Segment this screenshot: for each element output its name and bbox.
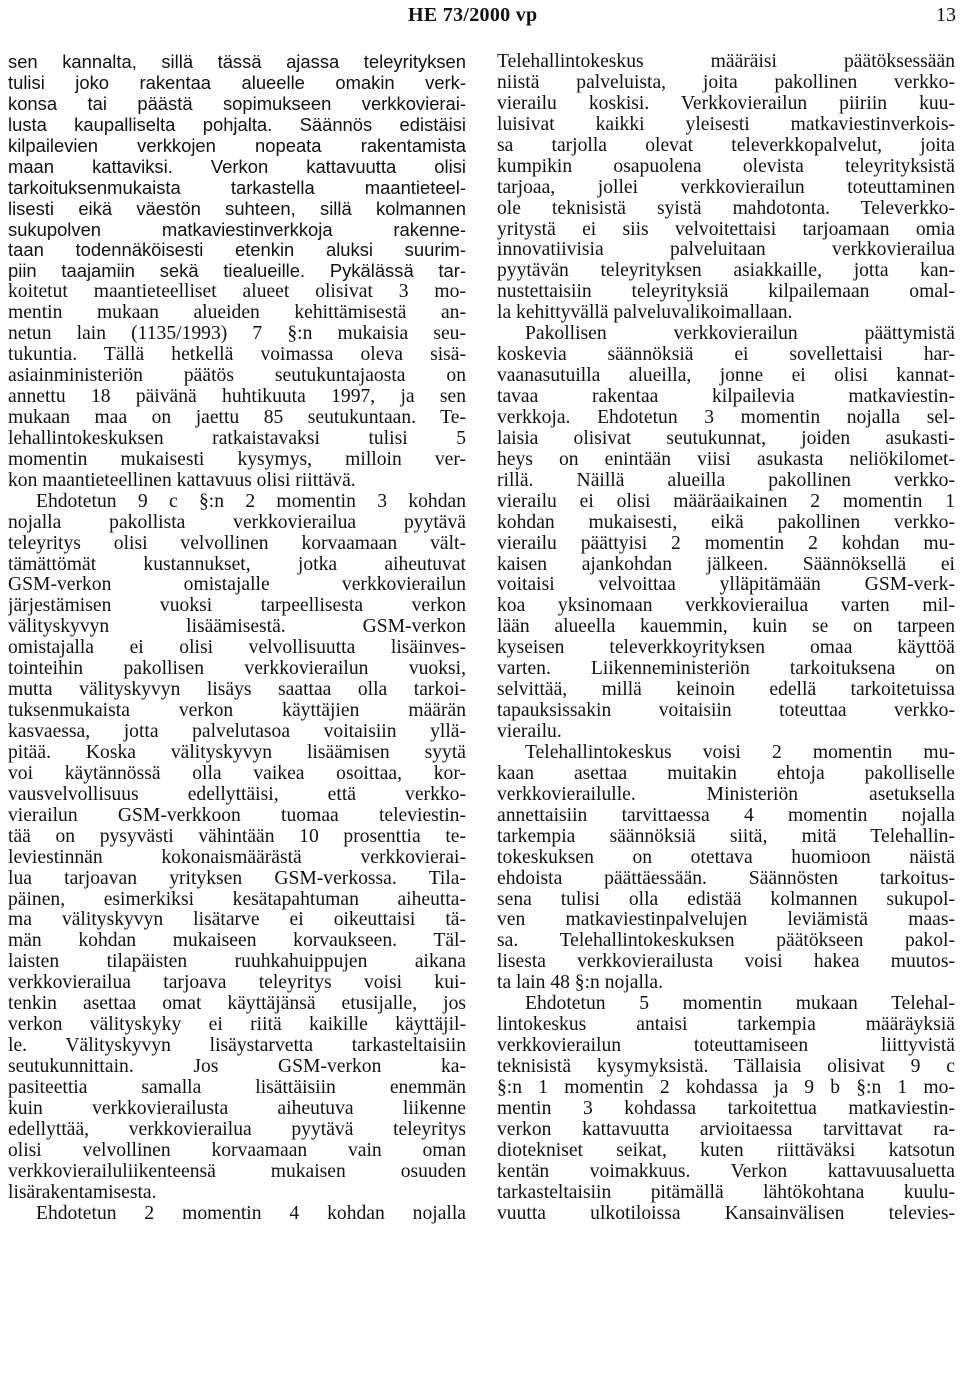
text-line: verkkovierailuliikenteensä mukaisen osuuden [8, 1161, 466, 1182]
text-line: voi käytännössä olla vaikea osoittaa, kor- [8, 763, 466, 784]
text-line: §:n 1 momentin 2 kohdassa ja 9 b §:n 1 mo- [497, 1077, 955, 1098]
text-line: vierailu. [497, 722, 562, 742]
text-line: Ehdotetun 9 c §:n 2 momentin 3 kohdan [36, 491, 466, 512]
text-line: leviestinnän kokonaismäärästä verkkovierai- [8, 847, 466, 868]
text-line: sena tulisi olla edistää kolmannen sukupol- [497, 889, 955, 910]
text-line: verkon kattavuutta arvioitaessa tarvittavat ra- [497, 1119, 955, 1140]
text-line: Ehdotetun 5 momentin mukaan Telehal- [525, 994, 955, 1015]
text-line: nustettaisiin teleyrityksiä kilpailemaan omal- [497, 282, 955, 303]
text-line: lua tarjoavan yrityksen GSM-verkossa. Tila- [8, 868, 466, 889]
text-line: verkkoja. Ehdotetun 3 momentin nojalla sel- [497, 407, 955, 428]
text-line: omistajalla ei olisi velvollisuutta lisäinves- [8, 638, 466, 659]
text-line: sa tarjolla olevat televerkkopalvelut, joita [497, 135, 955, 156]
text-line: teleyritys olisi velvollinen korvaamaan vält- [8, 533, 466, 554]
text-line: seutukunnittain. Jos GSM-verkon ka- [8, 1057, 466, 1077]
text-line: mutta välityskyvyn lisäys saattaa olla tarkoi- [8, 680, 466, 701]
text-line: sa. Telehallintokeskuksen päätökseen pakol- [497, 931, 955, 952]
text-line: ta lain 48 §:n nojalla. [497, 973, 663, 994]
text-line: lisesta verkkovierailusta voisi hakea muutos- [497, 952, 955, 973]
text-line: niistä palveluista, joita pakollinen verkko- [497, 72, 955, 93]
text-line: rillä. Näillä alueilla pakollinen verkko- [497, 470, 955, 491]
text-line: verkkovierailulle. Ministeriön asetuksella [497, 784, 955, 805]
text-line: koitetut maantieteelliset alueet olisivat 3 mo- [8, 282, 466, 303]
text-line: kohdan mukaisesti, eikä pakollinen verkko- [497, 512, 955, 533]
text-line: lisesti eikä väestön suhteen, sillä kolmannen [8, 198, 466, 219]
text-line: lusta kaupalliselta pohjalta. Säännös edistäisi [8, 114, 466, 135]
text-line: kon maantieteellinen kattavuus olisi riittävä. [8, 470, 356, 491]
text-line: Telehallintokeskus määräisi päätöksessään [497, 52, 955, 72]
text-line: tarkempia säännöksiä siitä, mitä Telehallin- [497, 826, 955, 847]
text-line: la kehittyvällä palveluvalikoimallaan. [497, 303, 793, 324]
text-line: verkkovierailun toteuttamiseen liittyvistä [497, 1036, 955, 1057]
text-line: momentin mukaisesti kysymys, milloin ver- [8, 449, 466, 470]
text-line: piin taajamiin sekä tiealueille. Pykälässä tar- [8, 261, 466, 282]
text-line: kyseisen televerkkoyrityksen omaa käyttöä [497, 638, 955, 659]
text-line: pyytävän teleyrityksen asiakkaille, jotta kan- [497, 261, 955, 282]
text-line: lisärakentamisesta. [8, 1182, 157, 1203]
text-line: tää on pysyvästi vähintään 10 prosenttia te- [8, 826, 466, 847]
text-line: kasvaessa, jotta palvelutasoa voitaisiin yllä- [8, 722, 466, 742]
text-line: verkkovierailua tarjoava teleyritys voisi kui- [8, 973, 466, 994]
page-header [0, 0, 960, 30]
text-line: edellyttää, verkkovierailua pyytävä teleyritys [8, 1119, 466, 1140]
text-line: nojalla pakollista verkkovierailua pyytävä [8, 512, 466, 533]
text-line: välityskyvyn lisäämisestä. GSM-verkon [8, 617, 466, 638]
text-line: olisi velvollinen korvaamaan vain oman [8, 1140, 466, 1161]
text-line: annettaisiin tarvittaessa 4 momentin nojalla [497, 805, 955, 826]
text-line: teknisistä kysymyksistä. Tällaisia olisivat 9 c [497, 1057, 955, 1077]
text-line: taan todennäköisesti etenkin aluksi suurim- [8, 240, 466, 261]
text-line: ma välityskyvyn lisätarve ei oikeuttaisi tä- [8, 910, 466, 931]
text-line: mentin 3 kohdassa tarkoitettua matkaviestin- [497, 1098, 955, 1119]
text-line: pitää. Koska välityskyvyn lisäämisen syytä [8, 742, 466, 763]
text-line: tarkoituksenmukaista tarkastella maantieteel- [8, 177, 466, 198]
text-line: vaanasutuilla alueilla, jonne ei olisi kannat- [497, 366, 955, 387]
text-line: vierailu ei olisi määräaikainen 2 momentin 1 [497, 491, 955, 512]
text-line: kaisen ajankohdan jälkeen. Säännöksellä ei [497, 554, 955, 575]
text-line: lintokeskus antaisi tarkempia määräyksiä [497, 1015, 955, 1036]
left-column [8, 52, 466, 1225]
text-line: tokeskuksen on otettava huomioon näistä [497, 847, 955, 868]
text-line: Pakollisen verkkovierailun päättymistä [525, 324, 955, 345]
text-line: kaan asettaa muitakin ehtoja pakolliselle [497, 763, 955, 784]
text-line: verkon välityskyky ei riitä kaikille käyttäjil- [8, 1015, 466, 1036]
text-line: voitaisi velvoittaa ylläpitämään GSM-verk- [497, 575, 955, 596]
text-line: luisivat kaikki yleisesti matkaviestinverkois- [497, 114, 955, 135]
page-number: 13 [936, 4, 956, 26]
text-line: män kohdan mukaiseen korvaukseen. Täl- [8, 931, 466, 952]
text-line: ehdoista päättäessään. Säännösten tarkoitus- [497, 868, 955, 889]
text-line: kumpikin osapuolena olevista teleyrityksistä [497, 156, 955, 177]
text-line: päinen, esimerkiksi kesätapahtuman aiheutta- [8, 889, 466, 910]
text-line: yritystä ei siis velvoitettaisi tarjoamaan omia [497, 219, 955, 240]
text-line: laisten tilapäisten ruuhkahuippujen aikana [8, 952, 466, 973]
text-line: selvittää, millä keinoin edellä tarkoitetuissa [497, 680, 955, 701]
text-line: tulisi joko rakentaa alueelle omakin verk- [8, 72, 466, 93]
text-line: vuutta ulkotiloissa Kansainvälisen televies- [497, 1203, 955, 1224]
text-line: järjestämisen vuoksi tarpeellisesta verkon [8, 596, 466, 617]
text-line: tenkin asettaa omat käyttäjänsä etusijalle, jos [8, 994, 466, 1015]
text-line: vierailu päättyisi 2 momentin 2 kohdan mu- [497, 533, 955, 554]
text-line: sen kannalta, sillä tässä ajassa teleyrityksen [8, 52, 466, 72]
text-line: ole teknisistä syistä mahdotonta. Televerkko- [497, 198, 955, 219]
text-line: tukuntia. Tällä hetkellä voimassa oleva sisä- [8, 345, 466, 366]
text-line: ven matkaviestinpalvelujen leviämistä maas- [497, 910, 955, 931]
text-line: mentin mukaan alueiden kehittämisestä an- [8, 303, 466, 324]
text-line: maan kattaviksi. Verkon kattavuutta olisi [8, 156, 466, 177]
text-line: laisia olisivat seutukunnat, joiden asukasti- [497, 428, 955, 449]
text-line: kentän voimakkuus. Verkon kattavuusaluetta [497, 1161, 955, 1182]
text-line: innovatiivisia palveluitaan verkkovierailua [497, 240, 955, 261]
text-line: Telehallintokeskus voisi 2 momentin mu- [525, 742, 955, 763]
text-line: lehallintokeskuksen ratkaistavaksi tulisi 5 [8, 428, 466, 449]
text-line: tavaa rakentaa kilpailevia matkaviestin- [497, 387, 955, 407]
text-line: koa yksinomaan verkkovierailua varten mil- [497, 596, 955, 617]
text-line: varten. Liikenneministeriön tarkoituksena on [497, 659, 955, 680]
text-line: kuin verkkovierailusta aiheutuva liikenne [8, 1098, 466, 1119]
text-line: GSM-verkon omistajalle verkkovierailun [8, 575, 466, 596]
text-line: kilpailevien verkkojen nopeata rakentamista [8, 135, 466, 156]
text-line: tapauksissakin voitaisiin toteuttaa verkko- [497, 701, 955, 722]
text-line: tämättömät kustannukset, jotka aiheutuvat [8, 554, 466, 575]
text-line: le. Välityskyvyn lisäystarvetta tarkasteltaisiin [8, 1036, 466, 1057]
text-line: koskevia säännöksiä ei sovellettaisi har- [497, 345, 955, 366]
text-line: vausvelvollisuus edellyttäisi, että verkko- [8, 784, 466, 805]
text-line: netun lain (1135/1993) 7 §:n mukaisia seu- [8, 324, 466, 345]
document-id: HE 73/2000 vp [408, 4, 538, 26]
text-line: Ehdotetun 2 momentin 4 kohdan nojalla [36, 1203, 466, 1224]
text-line: lään alueella kauemmin, kuin se on tarpeen [497, 617, 955, 638]
text-line: diotekniset seikat, kuten riittäväksi katsotun [497, 1140, 955, 1161]
text-line: vierailun GSM-verkkoon tuomaa televiestin- [8, 805, 466, 826]
text-line: asiainministeriön päätös seutukuntajaosta on [8, 366, 466, 387]
text-line: pasiteettia samalla lisättäisiin enemmän [8, 1077, 466, 1098]
text-line: annettu 18 päivänä huhtikuuta 1997, ja sen [8, 387, 466, 407]
right-column [497, 52, 955, 1225]
text-line: vierailu koskisi. Verkkovierailun piiriin kuu- [497, 93, 955, 114]
text-line: tointeihin pakollisen verkkovierailun vuoksi, [8, 659, 466, 680]
text-line: tarkasteltaisiin pitämällä lähtökohtana kuulu- [497, 1182, 955, 1203]
text-line: sukupolven matkaviestinverkkoja rakenne- [8, 219, 466, 240]
text-line: tarjoaa, jollei verkkovierailun toteuttaminen [497, 177, 955, 198]
text-line: mukaan maa on jaettu 85 seutukuntaan. Te- [8, 407, 466, 428]
text-line: tuksenmukaista verkon käyttäjien määrän [8, 701, 466, 722]
text-line: heys on enintään viisi asukasta neliökilomet- [497, 449, 955, 470]
text-line: konsa tai päästä sopimukseen verkkovierai- [8, 93, 466, 114]
